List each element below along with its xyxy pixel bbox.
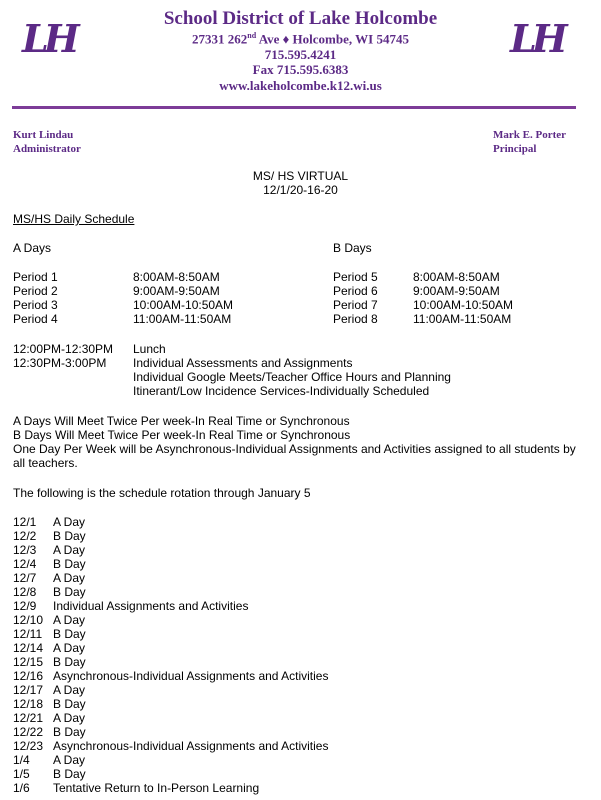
letterhead-divider: [12, 106, 576, 109]
rotation-day: A Day: [53, 683, 86, 697]
rotation-date: 12/16: [13, 669, 44, 683]
rotation-date: 12/3: [13, 543, 37, 557]
rotation-day: A Day: [53, 613, 86, 627]
b-days-label: B Days: [333, 241, 372, 255]
afternoon-time: 12:30PM-3:00PM: [13, 356, 107, 370]
rotation-date: 12/15: [13, 655, 44, 669]
b-period-name: Period 6: [333, 284, 378, 298]
note-a-days: A Days Will Meet Twice Per week-In Real Time or Synchronous: [13, 414, 350, 428]
b-period-name: Period 8: [333, 312, 378, 326]
rotation-date: 12/22: [13, 725, 44, 739]
rotation-date: 1/4: [13, 753, 30, 767]
rotation-date: 12/17: [13, 683, 44, 697]
rotation-date: 12/9: [13, 599, 37, 613]
a-period-time: 9:00AM-9:50AM: [133, 284, 220, 298]
rotation-day: A Day: [53, 543, 86, 557]
rotation-date: 12/23: [13, 739, 44, 753]
lunch-time: 12:00PM-12:30PM: [13, 342, 114, 356]
district-fax: Fax 715.595.6383: [252, 62, 349, 77]
b-period-name: Period 5: [333, 270, 378, 284]
rotation-day: B Day: [53, 529, 86, 543]
rotation-date: 12/21: [13, 711, 44, 725]
administrator-title: Administrator: [13, 143, 81, 155]
principal-block: [493, 128, 566, 156]
note-b-days: B Days Will Meet Twice Per week-In Real Time or Synchronous: [13, 428, 351, 442]
lh-logo-left: LH: [22, 16, 75, 61]
rotation-intro: The following is the schedule rotation through January 5: [13, 486, 311, 500]
rotation-day: B Day: [53, 697, 86, 711]
schedule-heading: MS/HS Daily Schedule: [13, 212, 135, 226]
document-dates: 12/1/20-16-20: [263, 183, 338, 197]
rotation-day: Individual Assignments and Activities: [53, 599, 249, 613]
district-website[interactable]: www.lakeholcombe.k12.wi.us: [219, 78, 382, 93]
district-phone: 715.595.4241: [264, 47, 337, 62]
rotation-date: 12/1: [13, 515, 37, 529]
a-period-time: 8:00AM-8:50AM: [133, 270, 220, 284]
rotation-date: 12/2: [13, 529, 37, 543]
rotation-day: B Day: [53, 655, 86, 669]
a-period-time: 10:00AM-10:50AM: [133, 298, 234, 312]
administrator-block: [13, 128, 81, 156]
a-period-time: 11:00AM-11:50AM: [133, 312, 232, 326]
a-period-name: Period 4: [13, 312, 58, 326]
rotation-date: 12/14: [13, 641, 44, 655]
rotation-day: Asynchronous-Individual Assignments and Activities: [53, 669, 329, 683]
b-period-name: Period 7: [333, 298, 378, 312]
rotation-day: B Day: [53, 585, 86, 599]
rotation-day: A Day: [53, 711, 86, 725]
rotation-date: 12/4: [13, 557, 37, 571]
note-async-day: One Day Per Week will be Asynchronous-Individual Assignments and Activities assigned to all students by all teachers.: [13, 442, 576, 470]
district-name: School District of Lake Holcombe: [163, 8, 438, 29]
rotation-date: 1/5: [13, 767, 30, 781]
afternoon-item: Individual Assessments and Assignments: [133, 356, 353, 370]
rotation-date: 12/7: [13, 571, 37, 585]
document-title: MS/ HS VIRTUAL: [252, 169, 349, 183]
address-ordinal: nd: [247, 31, 257, 40]
address-number: 27331 262: [192, 31, 248, 47]
rotation-date: 12/11: [13, 627, 43, 641]
rotation-date: 1/6: [13, 781, 30, 795]
district-address: [0, 32, 601, 45]
afternoon-item: Itinerant/Low Incidence Services-Individually Scheduled: [133, 384, 430, 398]
afternoon-item: Individual Google Meets/Teacher Office Hours and Planning: [133, 370, 451, 384]
address-street: Ave ♦ Holcombe, WI 54745: [256, 31, 409, 47]
b-period-time: 11:00AM-11:50AM: [413, 312, 512, 326]
rotation-day: A Day: [53, 515, 86, 529]
b-period-time: 10:00AM-10:50AM: [413, 298, 514, 312]
lh-logo-right: LH: [510, 16, 563, 61]
rotation-day: Tentative Return to In-Person Learning: [53, 781, 260, 795]
rotation-date: 12/8: [13, 585, 37, 599]
b-period-time: 8:00AM-8:50AM: [413, 270, 500, 284]
a-period-name: Period 3: [13, 298, 58, 312]
rotation-day: B Day: [53, 557, 86, 571]
rotation-date: 12/10: [13, 613, 44, 627]
rotation-day: A Day: [53, 571, 86, 585]
rotation-day: A Day: [53, 641, 86, 655]
administrator-name: Kurt Lindau: [13, 129, 74, 141]
rotation-day: B Day: [53, 725, 86, 739]
principal-name: Mark E. Porter: [493, 129, 566, 141]
rotation-day: Asynchronous-Individual Assignments and Activities: [53, 739, 329, 753]
a-days-label: A Days: [13, 241, 52, 255]
lunch-label: Lunch: [133, 342, 166, 356]
a-period-name: Period 1: [13, 270, 58, 284]
rotation-date: 12/18: [13, 697, 44, 711]
principal-title: Principal: [493, 143, 537, 155]
b-period-time: 9:00AM-9:50AM: [413, 284, 500, 298]
rotation-day: A Day: [53, 753, 86, 767]
rotation-day: B Day: [53, 767, 86, 781]
a-period-name: Period 2: [13, 284, 58, 298]
rotation-day: B Day: [53, 627, 86, 641]
